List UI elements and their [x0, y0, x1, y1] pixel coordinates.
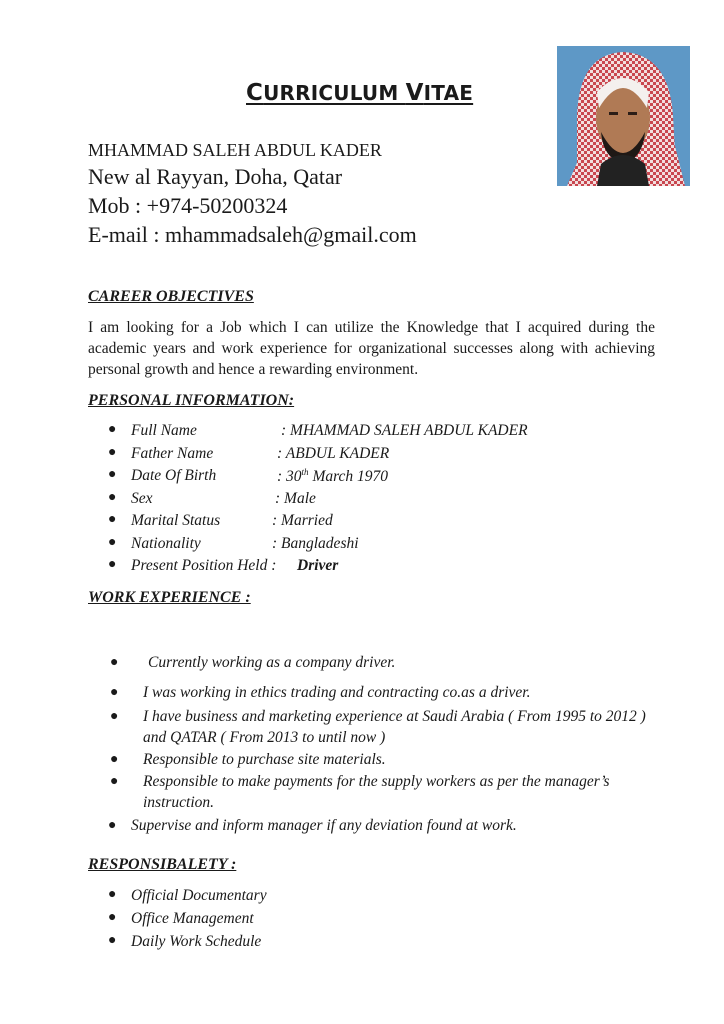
bullet-icon: ● [110, 655, 119, 670]
responsibility-heading: RESPONSIBALETY : [88, 856, 237, 873]
bullet-icon: ● [108, 557, 117, 572]
career-objectives-heading: CAREER OBJECTIVES [88, 288, 254, 305]
bullet-icon: ● [108, 910, 117, 925]
contact-email: E-mail : mhammadsaleh@gmail.com [88, 222, 417, 247]
bullet-icon: ● [108, 818, 117, 833]
bullet-icon: ● [108, 489, 117, 505]
career-objective-text: I am looking for a Job which I can utilize the Knowledge that I acquired during the academic years and work experience for organizational successes along with achieving personal growth and hence a rewarding environment. [88, 319, 655, 378]
personal-information-heading: PERSONAL INFORMATION: [88, 392, 295, 409]
portrait-photo [557, 46, 690, 186]
bullet-icon: ● [108, 933, 117, 948]
bullet-icon: ● [108, 534, 117, 550]
bullet-icon: ● [110, 752, 119, 767]
contact-name: MHAMMAD SALEH ABDUL KADER [88, 140, 382, 160]
bullet-icon: ● [110, 685, 119, 700]
portrait-icon [557, 46, 690, 186]
contact-address: New al Rayyan, Doha, Qatar [88, 164, 343, 189]
bullet-icon: ● [108, 512, 117, 527]
bullet-icon: ● [110, 709, 119, 724]
cv-title: CURRICULUM VITAE [246, 80, 474, 106]
bullet-icon: ● [108, 444, 117, 460]
bullet-icon: ● [108, 422, 117, 437]
bullet-icon: ● [108, 887, 117, 902]
contact-mobile: Mob : +974-50200324 [88, 193, 288, 218]
work-experience-heading: WORK EXPERIENCE : [88, 589, 251, 606]
bullet-icon: ● [108, 467, 117, 482]
bullet-icon: ● [110, 774, 119, 789]
